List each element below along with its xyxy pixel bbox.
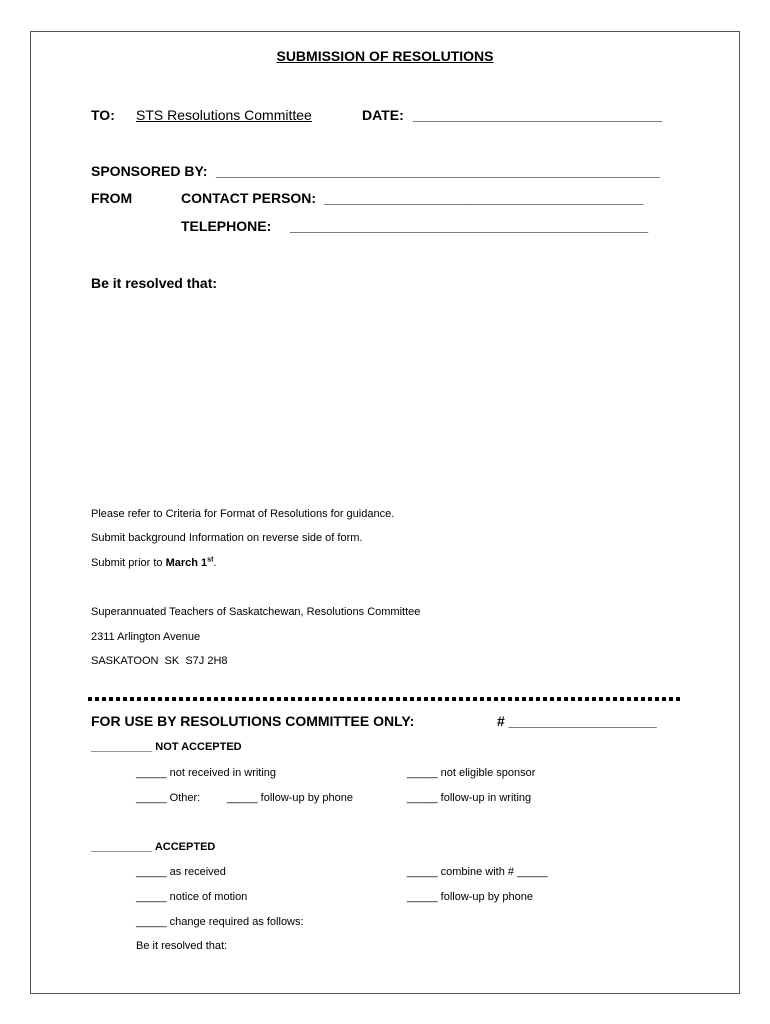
notice-of-motion-item[interactable]: _____ notice of motion: [136, 891, 248, 903]
address-street: 2311 Arlington Avenue: [91, 631, 201, 643]
telephone-label: TELEPHONE:: [181, 218, 272, 234]
not-accepted-followup-phone-item[interactable]: _____ follow-up by phone: [227, 792, 353, 804]
accepted-followup-phone-item[interactable]: _____ follow-up by phone: [407, 891, 533, 903]
contact-person-label: CONTACT PERSON:: [181, 190, 317, 206]
accepted-row: [91, 841, 215, 853]
address-organization: Superannuated Teachers of Saskatchewan, Resolutions Committee: [91, 606, 421, 618]
from-label: FROM: [91, 190, 133, 206]
sponsored-by-field[interactable]: _________________________________________________________: [216, 163, 660, 179]
guidance-note: Please refer to Criteria for Format of Resolutions for guidance.: [91, 508, 395, 520]
followup-writing-item[interactable]: _____ follow-up in writing: [407, 792, 532, 804]
not-eligible-item[interactable]: _____ not eligible sponsor: [407, 767, 536, 779]
deadline-date: March 1: [165, 557, 208, 569]
deadline-end: .: [213, 557, 217, 569]
to-label: TO:: [91, 107, 115, 123]
background-note: Submit background Information on reverse side of form.: [91, 532, 363, 544]
address-city: SASKATOON SK S7J 2H8: [91, 655, 228, 667]
not-received-item[interactable]: _____ not received in writing: [136, 767, 277, 779]
date-label: DATE:: [362, 107, 404, 123]
deadline-note: [91, 557, 216, 569]
accepted-blank[interactable]: __________: [91, 841, 153, 853]
combine-with-item[interactable]: _____ combine with # _____: [407, 866, 548, 878]
deadline-suffix: st: [207, 556, 214, 564]
committee-heading: FOR USE BY RESOLUTIONS COMMITTEE ONLY:: [91, 713, 415, 729]
other-item[interactable]: _____ Other:: [136, 792, 201, 804]
date-field[interactable]: ________________________________: [413, 107, 663, 123]
dotted-divider: [88, 697, 682, 701]
deadline-prefix: Submit prior to: [91, 557, 166, 569]
resolved-heading: Be it resolved that:: [91, 275, 218, 291]
sponsored-by-label: SPONSORED BY:: [91, 163, 208, 179]
resolution-text-area[interactable]: [91, 298, 679, 488]
not-accepted-blank[interactable]: __________: [91, 741, 153, 753]
contact-person-field[interactable]: _________________________________________: [324, 190, 644, 206]
committee-resolved-label: Be it resolved that:: [136, 940, 228, 952]
not-accepted-row: [91, 741, 242, 753]
accepted-label: ACCEPTED: [154, 841, 216, 853]
as-received-item[interactable]: _____ as received: [136, 866, 226, 878]
resolution-number-field[interactable]: # ___________________: [497, 713, 657, 729]
not-accepted-label: NOT ACCEPTED: [155, 741, 242, 753]
form-title: SUBMISSION OF RESOLUTIONS: [276, 48, 494, 64]
change-required-item[interactable]: _____ change required as follows:: [136, 916, 304, 928]
telephone-field[interactable]: ______________________________________________: [290, 218, 649, 234]
to-value: STS Resolutions Committee: [136, 107, 312, 123]
